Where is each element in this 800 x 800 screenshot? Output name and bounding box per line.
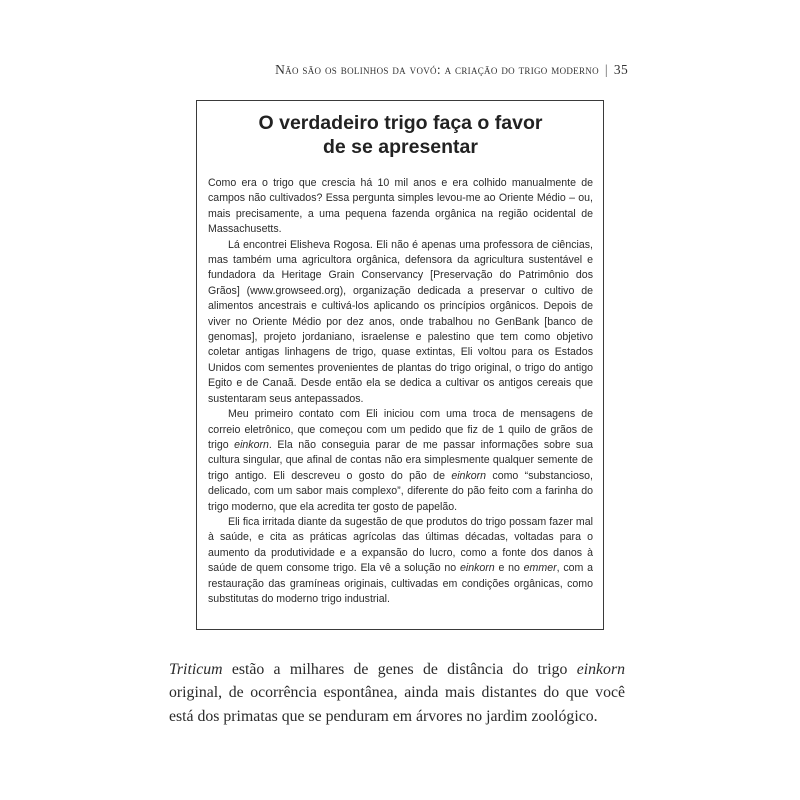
main-paragraph	[169, 658, 625, 728]
sidebar-paragraph-3	[208, 407, 593, 515]
p3-emphasis-einkorn-2: einkorn	[451, 469, 487, 482]
main-emphasis-triticum: Triticum	[169, 661, 223, 678]
sidebar-paragraph-2: Lá encontrei Elisheva Rogosa. Eli não é apenas uma professora de ciências, mas também uma agricultora orgânica, defensora da agricultura sustentável e fundadora da Heritage Grain Conservancy [Preservação do Patrimônio dos Grãos] (www.growseed.org), organização dedicada a preservar o cultivo de alimentos ancestrais e cultivá-los aplicando os princípios orgânicos. Depois de viver no Oriente Médio por dez anos, onde trabalhou no GenBank [banco de genomas], projeto jordaniano, israelense e palestino que tem como objetivo coletar antigas linhagens de trigo, quase extintas, Eli voltou para os Estados Unidos com sementes provenientes de plantas do trigo original, o trigo do antigo Egito e de Canaã. Desde então ela se dedica a cultivar os antigos cereais que sustentaram seus antepassados.	[208, 238, 593, 405]
p3-text-c: como “substancioso, delicado, com um sabor mais complexo”, diferente do pão feito com a farinha do trigo moderno, que ela acredita ter gosto de papelão.	[208, 469, 593, 513]
main-emphasis-einkorn: einkorn	[576, 661, 625, 678]
main-text-b: original, de ocorrência espontânea, ainda mais distantes do que você está dos primatas que se penduram em árvores no jardim zoológico.	[169, 684, 625, 725]
p4-text-a: Eli fica irritada diante da sugestão de que produtos do trigo possam fazer mal à saúde, e cita as práticas agrícolas das últimas décadas, voltadas para o aumento da produtividade e a expansão do lucro, como a fonte dos danos à saúde de quem consome trigo. Ela vê a solução no	[208, 515, 593, 575]
sidebar-paragraph-1: Como era o trigo que crescia há 10 mil anos e era colhido manualmente de campos não cultivados? Essa pergunta simples levou-me ao Oriente Médio – ou, mais precisamente, a uma pequena fazenda orgânica na região ocidental de Massachusetts.	[208, 177, 593, 236]
sidebar-body	[208, 176, 593, 607]
sidebar-paragraph-4	[208, 515, 593, 607]
sidebar-title	[208, 111, 593, 159]
chapter-title: Não são os bolinhos da vovó: a criação do trigo moderno	[275, 62, 599, 77]
p4-text-c: , com a restauração das gramíneas originais, cultivadas em condições orgânicas, como substitutas do moderno trigo industrial.	[208, 562, 593, 605]
sidebar-box	[196, 100, 604, 630]
sidebar-title-line-1: O verdadeiro trigo faça o favor	[258, 112, 543, 134]
p3-text-a: Meu primeiro contato com Eli iniciou com uma troca de mensagens de correio eletrônico, que começou com um pedido que fiz de 1 quilo de grãos de trigo	[208, 408, 593, 451]
main-text-a: estão a milhares de genes de distância do trigo	[222, 661, 577, 678]
p3-text-b: . Ela não conseguia parar de me passar informações sobre sua cultura singular, que afinal de contas não era simplesmente qualquer semente de trigo antigo. Eli descreveu o gosto do pão de	[208, 438, 593, 482]
header-separator: |	[604, 62, 608, 77]
p3-emphasis-einkorn-1: einkorn	[234, 438, 269, 451]
sidebar-title-line-2: de se apresentar	[322, 136, 478, 158]
p4-emphasis-einkorn: einkorn	[459, 562, 495, 575]
running-head	[275, 62, 628, 78]
p4-text-b: e no	[494, 562, 524, 575]
page-number: 35	[613, 62, 628, 77]
p4-emphasis-emmer: emmer	[523, 562, 557, 575]
